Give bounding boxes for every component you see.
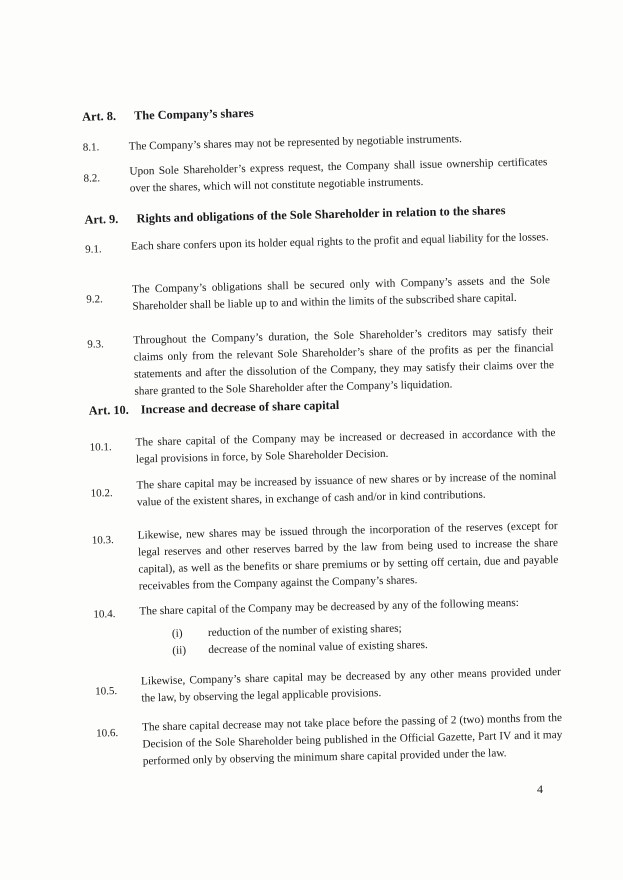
clause-text: The share capital decrease may not take place before the passing of 2 (two) months from the Decision of the Sole Shareholder being published in the Official Gazette, Part IV and it may performed only by observing the minimum share capital provided under the law. [141,711,563,768]
clause-text: The Company’s shares may not be represented by negotiable instruments. [128,133,463,153]
article-number: Art. 8. [81,108,117,124]
list-item-text: reduction of the number of existing shares; [207,622,402,640]
clause-text: Throughout the Company’s duration, the Sole Shareholder’s creditors may satisfy their claims only from the relevant Sole Shareholder’s share of the profits as per the financial statements and after the dissolution of the Company, they may satisfy their claims over the share granted to the Sole Shareholder after the Company’s liquidation. [133,325,555,398]
article-number: Art. 10. [88,402,129,418]
clause-text: Upon Sole Shareholder’s express request, the Company shall issue ownership certificates over the shares, which will not constitute negotiable instruments. [129,156,548,195]
clause-number: 10.6. [96,727,119,740]
clause-text: Each share confers upon its holder equal rights to the profit and equal liability for the losses. [130,231,549,253]
clause-text: The share capital may be increased by issuance of new shares or by increase of the nominal value of the existent shares, in exchange of cash and/or in kind contributions. [136,470,557,509]
list-marker: (i) [171,627,183,640]
clause-number: 10.3. [91,534,114,547]
list-marker: (ii) [172,644,187,657]
article-title: The Company’s shares [133,105,254,123]
article-number: Art. 9. [84,211,119,227]
clause-text: Likewise, Company’s share capital may be decreased by any other means provided under the law, by observing the legal applicable provisions. [140,666,562,705]
article-heading [89,398,340,419]
article-title: Increase and decrease of share capital [140,397,340,417]
list-item-text: decrease of the nominal value of existing shares. [208,639,428,657]
clause-number: 8.1. [82,141,100,154]
clause-number: 10.4. [93,608,116,621]
list-item [172,623,402,640]
clause-text: The share capital of the Company may be increased or decreased in accordance with the legal provisions in force, by Sole Shareholder Decision. [135,427,556,466]
clause-number: 9.1. [85,243,102,256]
clause-number: 10.1. [89,441,112,454]
clause-text: The Company’s obligations shall be secured only with Company’s assets and the Sole Shareholder shall be liable up to and within the limits of the subscribed share capital. [131,274,551,313]
clause-number: 10.5. [95,685,118,698]
article-title: Rights and obligations of the Sole Shareholder in relation to the shares [136,203,506,226]
clause-number: 9.3. [87,338,104,351]
clause-number: 10.2. [90,487,113,500]
page-number: 4 [537,782,543,796]
clause-text: Likewise, new shares may be issued through the incorporation of the reserves (except for legal reserves and other reserves barred by the law from being used to increase the share capital), as well as the benefits or share premiums or by setting off certain, due and payable receivables from the Company against the Company’s shares. [137,520,559,593]
list-item [172,639,428,657]
clause-text: The share capital of the Company may be decreased by any of the following means: [139,596,520,618]
article-heading [84,203,505,228]
clause-number: 9.2. [86,293,103,306]
clause-number: 8.2. [83,172,101,185]
article-heading [82,106,254,125]
